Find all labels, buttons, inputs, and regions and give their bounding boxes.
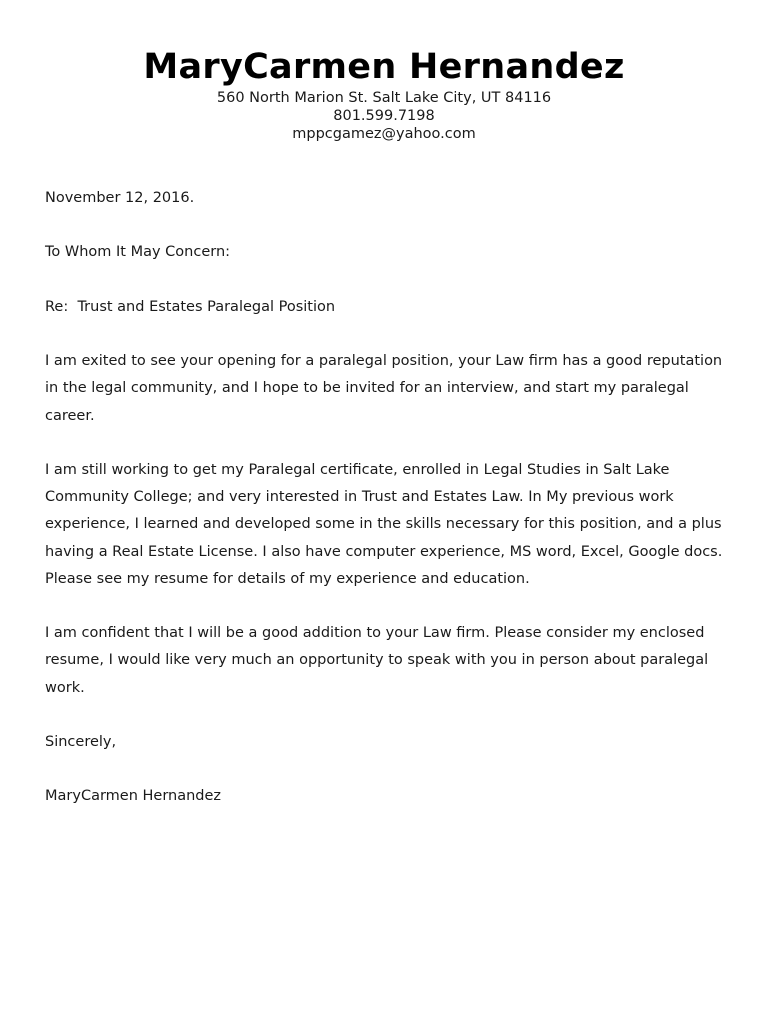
subject-line: Re: Trust and Estates Paralegal Position [45,298,336,315]
sender-email: mppcgamez@yahoo.com [292,126,476,142]
letter-date: November 12, 2016. [45,190,195,206]
sender-name: MaryCarmen Hernandez [143,47,625,87]
body-paragraph: I am still working to get my Paralegal certificate, enrolled in Legal Studies in Salt Lake Community College; and very interested in Trust and Estates Law. In My previous work experience, I learned and developed some in the skills necessary for this position, and a plus having a Real Estate License. I also have computer experience, MS word, Excel, Google docs. Please see my resume for details of my experience and education. [45,461,723,587]
letter-body [45,185,735,838]
body-paragraph: I am exited to see your opening for a paralegal position, your Law firm has a good reputation in the legal community, and I hope to be invited for an interview, and start my paralegal career. [45,353,723,424]
body-paragraph: I am confident that I will be a good addition to your Law firm. Please consider my enclosed resume, I would like very much an opportunity to speak with you in person about paralegal work. [45,625,709,696]
sender-address: 560 North Marion St. Salt Lake City, UT 84116 [216,90,552,106]
salutation: To Whom It May Concern: [45,244,231,261]
letterhead [0,45,768,143]
closing: Sincerely, [45,733,117,750]
signature-name: MaryCarmen Hernandez [45,788,222,805]
sender-phone: 801.599.7198 [333,108,435,124]
